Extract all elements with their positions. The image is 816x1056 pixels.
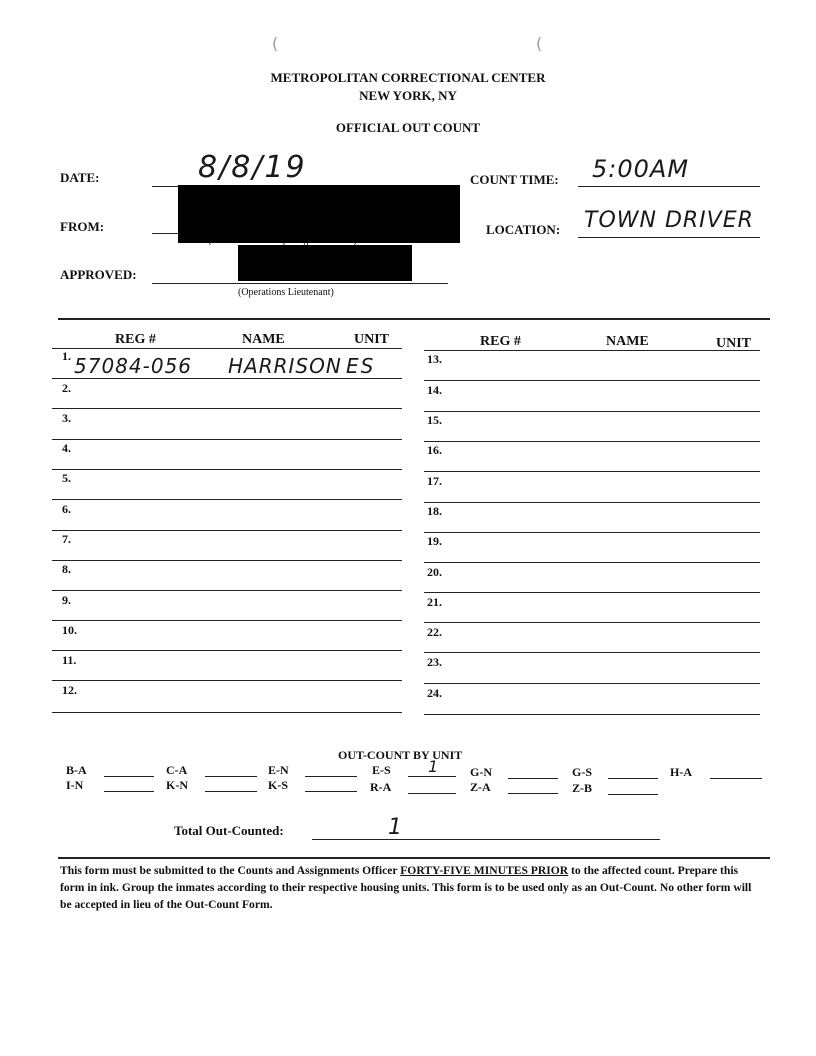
- scan-mark: (: [536, 34, 543, 53]
- row-line: [52, 439, 402, 440]
- total-label: Total Out-Counted:: [174, 823, 284, 838]
- row1-unit[interactable]: ES: [346, 354, 376, 378]
- unit-blank-g-s[interactable]: [608, 778, 658, 779]
- unit-label-g-n: G-N: [470, 765, 492, 779]
- count-time-label: COUNT TIME:: [470, 172, 559, 187]
- out-count-title: OUT-COUNT BY UNIT: [338, 748, 463, 762]
- row-number: 4.: [62, 441, 71, 455]
- row-number: 22.: [427, 625, 442, 639]
- row1-reg[interactable]: 57084-056: [74, 354, 193, 378]
- row-line: [424, 411, 760, 412]
- count-time-line: [578, 186, 760, 187]
- unit-blank-e-s[interactable]: [408, 776, 456, 777]
- unit-label-z-a: Z-A: [470, 780, 491, 794]
- row-line: [52, 560, 402, 561]
- row-number: 7.: [62, 532, 71, 546]
- row-line: [52, 408, 402, 409]
- unit-blank-z-b[interactable]: [608, 794, 658, 795]
- row-number: 18.: [427, 504, 442, 518]
- row1-name[interactable]: HARRISON: [228, 354, 342, 378]
- redaction-box: [178, 185, 460, 243]
- unit-label-k-s: K-S: [268, 778, 289, 792]
- unit-value-e-s[interactable]: 1: [428, 757, 439, 776]
- unit-blank-h-a[interactable]: [710, 778, 762, 779]
- location-value[interactable]: TOWN DRIVER: [584, 208, 754, 233]
- row-number: 16.: [427, 443, 442, 457]
- row-number: 6.: [62, 502, 71, 516]
- unit-blank-k-s[interactable]: [305, 791, 357, 792]
- row-line: [52, 348, 402, 349]
- location-line: [578, 237, 760, 238]
- row-number: 1.: [62, 349, 71, 363]
- instructions-part1: This form must be submitted to the Counts and Assignments Officer: [60, 864, 401, 877]
- approved-label: APPROVED:: [60, 267, 137, 282]
- scan-mark: (: [272, 34, 279, 53]
- institution-city: NEW YORK, NY: [359, 88, 457, 103]
- date-value[interactable]: 8/8/19: [198, 150, 307, 185]
- row-line: [424, 592, 760, 593]
- unit-blank-i-n[interactable]: [104, 791, 154, 792]
- row-line: [424, 532, 760, 533]
- unit-label-h-a: H-A: [670, 765, 692, 779]
- row-line: [424, 714, 760, 715]
- date-label: DATE:: [60, 170, 100, 185]
- unit-blank-c-a[interactable]: [205, 776, 257, 777]
- unit-label-e-n: E-N: [268, 763, 289, 777]
- instructions-part2: to the affected count. Prepare this form in ink. Group the inmates according to their respective housing units. This form is to be used only as an Out-Count. No other form will be accepted in lieu of the Out-Count Form.: [60, 864, 752, 911]
- total-line: [312, 839, 660, 840]
- row-line: [424, 471, 760, 472]
- redaction-box: [238, 245, 412, 281]
- institution-name: METROPOLITAN CORRECTIONAL CENTER: [270, 70, 546, 85]
- table-top-rule: [58, 318, 770, 320]
- col-unit-right: UNIT: [716, 336, 752, 351]
- row-number: 10.: [62, 623, 77, 637]
- row-line: [52, 650, 402, 651]
- instructions: [60, 862, 760, 913]
- unit-label-c-a: C-A: [166, 763, 188, 777]
- approved-caption: (Operations Lieutenant): [238, 287, 334, 298]
- row-number: 11.: [62, 653, 77, 667]
- row-number: 23.: [427, 655, 442, 669]
- unit-blank-r-a[interactable]: [408, 793, 456, 794]
- row-line: [52, 530, 402, 531]
- row-line: [424, 350, 760, 351]
- row-number: 24.: [427, 686, 442, 700]
- row-line: [424, 683, 760, 684]
- unit-label-g-s: G-S: [572, 765, 593, 779]
- row-number: 17.: [427, 474, 442, 488]
- instructions-emphasis: FORTY-FIVE MINUTES PRIOR: [400, 864, 569, 877]
- row-line: [424, 562, 760, 563]
- from-label: FROM:: [60, 219, 105, 234]
- unit-label-r-a: R-A: [370, 780, 392, 794]
- row-line: [52, 680, 402, 681]
- unit-label-k-n: K-N: [166, 778, 188, 792]
- col-name-right: NAME: [606, 334, 649, 349]
- unit-blank-g-n[interactable]: [508, 778, 558, 779]
- col-reg-left: REG #: [115, 332, 156, 347]
- row-number: 3.: [62, 411, 71, 425]
- row-number: 5.: [62, 471, 71, 485]
- row-number: 21.: [427, 595, 442, 609]
- col-name-left: NAME: [242, 332, 285, 347]
- row-number: 12.: [62, 683, 77, 697]
- row-number: 19.: [427, 534, 442, 548]
- row-number: 9.: [62, 593, 71, 607]
- count-time-value[interactable]: 5:00AM: [592, 155, 690, 183]
- footer-rule: [58, 857, 770, 859]
- row-line: [424, 652, 760, 653]
- row-number: 14.: [427, 383, 442, 397]
- row-number: 2.: [62, 381, 71, 395]
- row-line: [424, 622, 760, 623]
- row-line: [52, 620, 402, 621]
- col-unit-left: UNIT: [354, 332, 390, 347]
- col-reg-right: REG #: [480, 334, 521, 349]
- unit-blank-z-a[interactable]: [508, 793, 558, 794]
- unit-blank-k-n[interactable]: [205, 791, 257, 792]
- row-line: [52, 378, 402, 379]
- row-line: [52, 499, 402, 500]
- unit-blank-b-a[interactable]: [104, 776, 154, 777]
- row-line: [52, 590, 402, 591]
- approved-line: [152, 283, 448, 284]
- unit-label-z-b: Z-B: [572, 781, 593, 795]
- unit-label-i-n: I-N: [66, 778, 84, 792]
- row-line: [52, 712, 402, 713]
- form-title: OFFICIAL OUT COUNT: [335, 120, 481, 135]
- row-line: [424, 502, 760, 503]
- location-label: LOCATION:: [486, 222, 561, 237]
- row-number: 15.: [427, 413, 442, 427]
- row-number: 13.: [427, 352, 442, 366]
- row-line: [424, 380, 760, 381]
- row-number: 8.: [62, 562, 71, 576]
- unit-label-b-a: B-A: [66, 763, 87, 777]
- row-number: 20.: [427, 565, 442, 579]
- row-line: [52, 469, 402, 470]
- row-line: [424, 441, 760, 442]
- unit-blank-e-n[interactable]: [305, 776, 357, 777]
- total-value[interactable]: 1: [388, 815, 402, 840]
- unit-label-e-s: E-S: [372, 763, 391, 777]
